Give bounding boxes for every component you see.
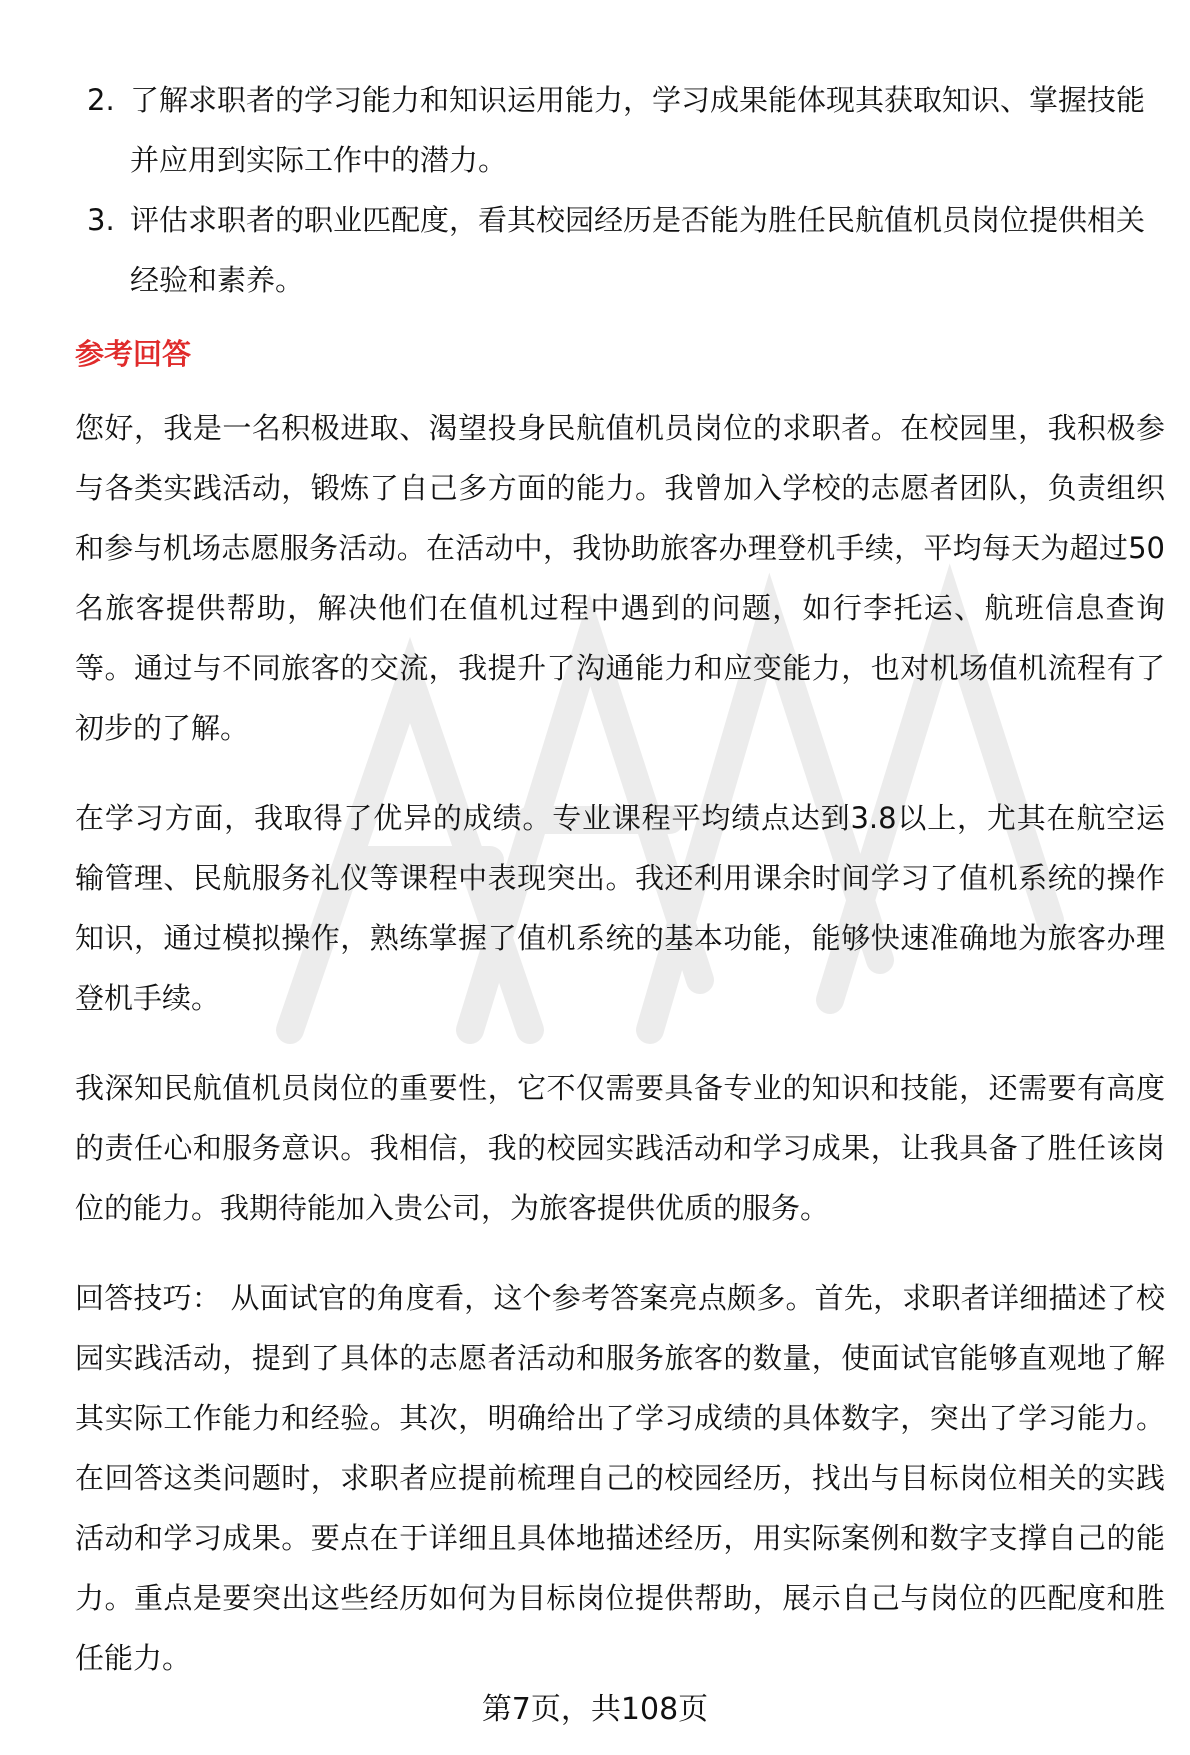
list-item — [75, 70, 1165, 190]
main-content — [75, 70, 1165, 1718]
answer-paragraph: 您好，我是一名积极进取、渴望投身民航值机员岗位的求职者。在校园里，我积极参与各类实践活动，锻炼了自己多方面的能力。我曾加入学校的志愿者团队，负责组织和参与机场志愿服务活动。在活动中，我协助旅客办理登机手续，平均每天为超过50名旅客提供帮助，解决他们在值机过程中遇到的问题，如行李托运、航班信息查询等。通过与不同旅客的交流，我提升了沟通能力和应变能力，也对机场值机流程有了初步的了解。 — [75, 411, 1165, 745]
list-item-number: 2. — [87, 83, 115, 117]
answer-paragraph: 在学习方面，我取得了优异的成绩。专业课程平均绩点达到3.8以上，尤其在航空运输管理、民航服务礼仪等课程中表现突出。我还利用课余时间学习了值机系统的操作知识，通过模拟操作，熟练掌握了值机系统的基本功能，能够快速准确地为旅客办理登机手续。 — [75, 801, 1165, 1015]
tips-paragraph: 回答技巧： 从面试官的角度看，这个参考答案亮点颇多。首先，求职者详细描述了校园实践活动，提到了具体的志愿者活动和服务旅客的数量，使面试官能够直观地了解其实际工作能力和经验。其次，明确给出了学习成绩的具体数字，突出了学习能力。在回答这类问题时，求职者应提前梳理自己的校园经历，找出与目标岗位相关的实践活动和学习成果。要点在于详细且具体地描述经历，用实际案例和数字支撑自己的能力。重点是要突出这些经历如何为目标岗位提供帮助，展示自己与岗位的匹配度和胜任能力。 — [75, 1281, 1165, 1675]
list-item-number: 3. — [87, 203, 115, 237]
list-item-text: 了解求职者的学习能力和知识运用能力，学习成果能体现其获取知识、掌握技能并应用到实际工作中的潜力。 — [130, 83, 1146, 177]
section-title: 参考回答 — [75, 337, 192, 371]
criteria-list — [75, 70, 1165, 310]
answer-paragraph: 我深知民航值机员岗位的重要性，它不仅需要具备专业的知识和技能，还需要有高度的责任心和服务意识。我相信，我的校园实践活动和学习成果，让我具备了胜任该岗位的能力。我期待能加入贵公司，为旅客提供优质的服务。 — [75, 1071, 1165, 1225]
list-item — [75, 190, 1165, 310]
page-number-footer: 第7页，共108页 — [481, 1692, 709, 1727]
list-item-text: 评估求职者的职业匹配度，看其校园经历是否能为胜任民航值机员岗位提供相关经验和素养。 — [130, 203, 1146, 297]
